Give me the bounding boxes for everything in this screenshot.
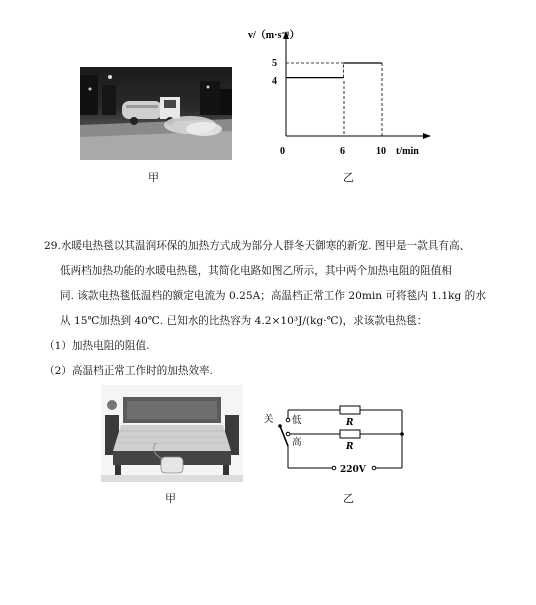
x-tick-6: 6 — [340, 146, 345, 157]
high-label: 高 — [292, 437, 302, 448]
question-line-1 — [44, 238, 470, 253]
sub-question-1: （1）加热电阻的阻值. — [44, 340, 150, 352]
bed-photo — [101, 385, 243, 482]
voltage-label: 220V — [340, 465, 366, 475]
question-text-1: 水暖电热毯以其温润环保的加热方式成为部分人群冬天御寒的新宠. 图甲是一款具有高、 — [60, 240, 471, 252]
x-axis-label: t/min — [396, 146, 419, 157]
x-tick-10: 10 — [376, 146, 386, 157]
origin-label: 0 — [280, 146, 285, 157]
terminal-right — [372, 466, 376, 470]
contact-low — [286, 418, 290, 422]
velocity-time-graph — [236, 26, 436, 176]
question-line-3: 同. 该款电热毯低温档的额定电流为 0.25A；高温档正常工作 20min 可将毯内 1.1kg 的水 — [60, 290, 486, 302]
resistor-top — [340, 406, 360, 414]
resistor-label-top: R — [346, 418, 354, 428]
circuit-diagram — [262, 398, 412, 480]
y-tick-5: 5 — [272, 58, 277, 69]
resistor-middle — [340, 430, 360, 438]
contact-high — [286, 432, 290, 436]
question-line-4: 从 15℃加热到 40℃. 已知水的比热容为 4.2×10³J/(kg·℃)，求该款电热毯： — [60, 315, 428, 327]
night-sweeper-photo — [80, 67, 232, 160]
photo-caption-top: 甲 — [148, 171, 159, 184]
low-label: 低 — [292, 415, 302, 426]
switch-pivot — [278, 424, 282, 428]
switch-label: 关 — [264, 414, 274, 425]
y-axis-label: v/（m·s⁻¹） — [248, 30, 300, 41]
junction-dot — [400, 432, 404, 436]
resistor-label-middle: R — [346, 442, 354, 452]
x-axis-arrow — [423, 133, 431, 139]
question-line-2: 低两档加热功能的水暖电热毯，其简化电路如图乙所示，其中两个加热电阻的阻值相 — [60, 265, 452, 277]
sweeper-truck-illustration — [80, 67, 232, 160]
bed-illustration — [101, 385, 243, 482]
photo-caption-bottom: 甲 — [165, 492, 176, 505]
sub-question-2: （2）高温档正常工作时的加热效率. — [44, 365, 214, 377]
y-tick-4: 4 — [272, 76, 277, 87]
graph-caption-top: 乙 — [343, 171, 354, 184]
question-number: 29. — [44, 240, 61, 252]
circuit-caption-bottom: 乙 — [343, 492, 354, 505]
terminal-left — [332, 466, 336, 470]
